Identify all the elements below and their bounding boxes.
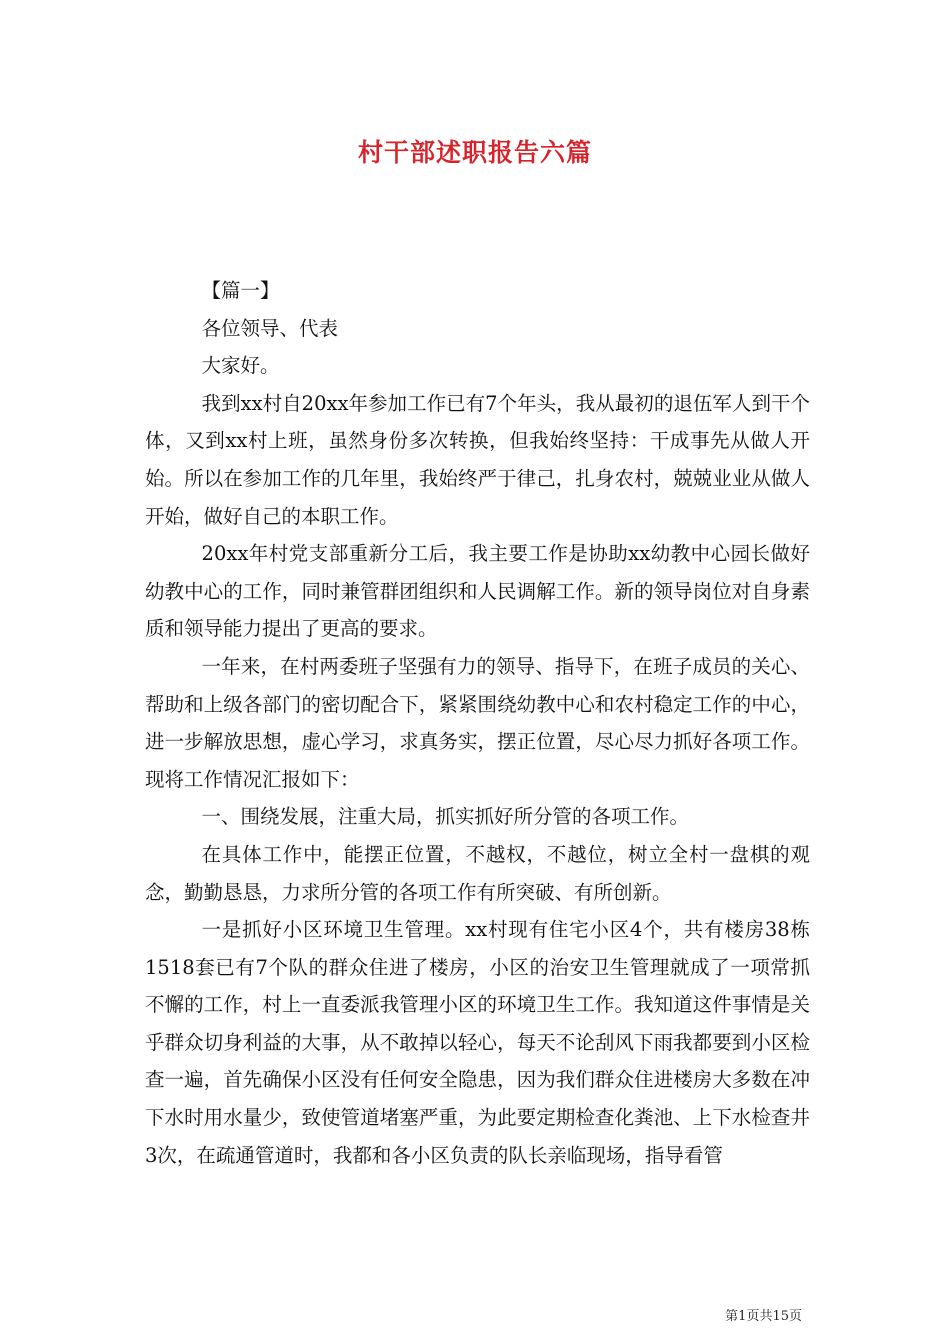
paragraph: 20xx年村党支部重新分工后，我主要工作是协助xx幼教中心园长做好幼教中心的工作，同时兼管群团组织和人民调解工作。新的领导岗位对自身素质和领导能力提出了更高的要求。: [145, 542, 810, 641]
greeting: 大家好。: [201, 354, 280, 378]
salutation: 各位领导、代表: [201, 316, 339, 340]
section-heading: 【篇一】: [201, 279, 280, 302]
page-number: 第1页共15页: [725, 1309, 802, 1324]
document-title: 村干部述职报告六篇: [357, 138, 592, 167]
paragraph: 一是抓好小区环境卫生管理。xx村现有住宅小区4个，共有楼房38栋1518套已有7个队的群众住进了楼房，小区的治安卫生管理就成了一项常抓不懈的工作，村上一直委派我管理小区的环境卫生工作。我知道这件事情是关乎群众切身利益的大事，从不敢掉以轻心，每天不论刮风下雨我都要到小区检查一遍，首先确保小区没有任何安全隐患，因为我们群众住进楼房大多数在冲下水时用水量少，致使管道堵塞严重，为此要定期检查化粪池、上下水检查井3次，在疏通管道时，我都和各小区负责的队长亲临现场，指导看管: [145, 918, 810, 1167]
paragraph: 在具体工作中，能摆正位置，不越权，不越位，树立全村一盘棋的观念，勤勤恳恳，力求所分管的各项工作有所突破、有所创新。: [145, 842, 810, 904]
paragraph: 我到xx村自20xx年参加工作已有7个年头，我从最初的退伍军人到干个体，又到xx村上班，虽然身份多次转换，但我始终坚持：干成事先从做人开始。所以在参加工作的几年里，我始终严于律己，扎身农村，兢兢业业从做人开始，做好自己的本职工作。: [145, 391, 810, 528]
document-body: [145, 272, 810, 1174]
paragraph: 一年来，在村两委班子坚强有力的领导、指导下，在班子成员的关心、帮助和上级各部门的密切配合下，紧紧围绕幼教中心和农村稳定工作的中心，进一步解放思想，虚心学习，求真务实，摆正位置，尽心尽力抓好各项工作。现将工作情况汇报如下：: [145, 654, 810, 791]
subheading: 一、围绕发展，注重大局，抓实抓好所分管的各项工作。: [201, 805, 690, 829]
